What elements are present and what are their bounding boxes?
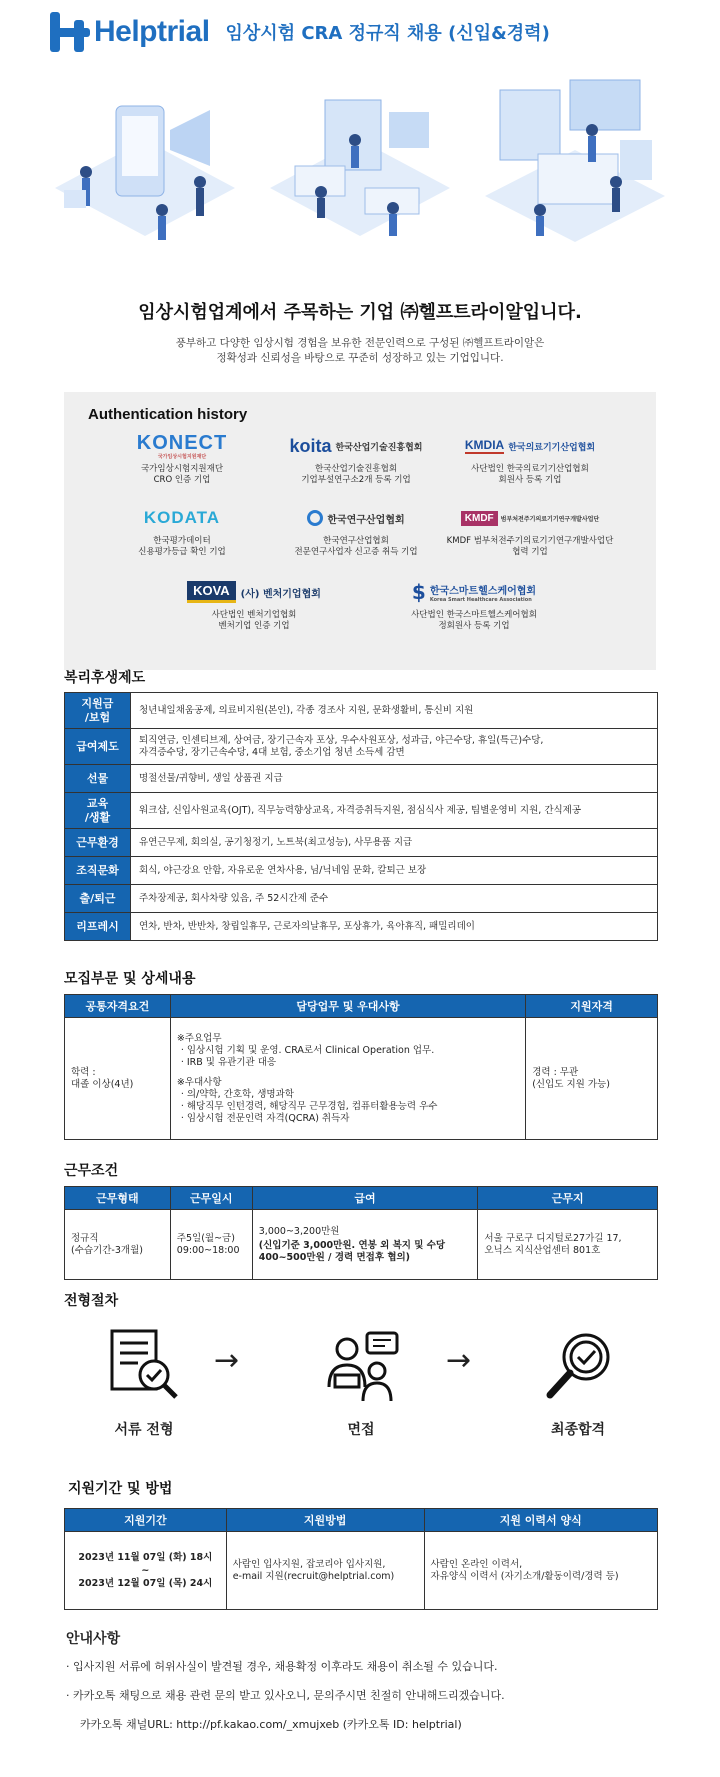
note-item: · 입사지원 서류에 허위사실이 발견될 경우, 채용확정 이후라도 채용이 취소될 수 있습니다. bbox=[66, 1660, 498, 1673]
recruit-title: 모집부문 및 상세내용 bbox=[64, 971, 196, 987]
recruit-header: 지원자격 bbox=[526, 995, 658, 1018]
recruit-duties: ※주요업무 · 임상시험 기획 및 운영. CRA로서 Clinical Operation 업무. · IRB 및 유관기관 대응 ※우대사항 · 의/약학, 간호학, 생명과학 · 해당직무 인턴경력, 해당직무 근무경험, 컴퓨터활용능력 우수 · 임상시험 전문인력 자격(QCRA) 취득자 bbox=[170, 1018, 525, 1140]
welfare-detail: 명절선물/귀향비, 생일 상품권 지급 bbox=[131, 765, 658, 793]
recruit-qualification: 경력 : 무관 (신입도 지원 가능) bbox=[526, 1018, 658, 1140]
duty-item: · 임상시험 기획 및 운영. CRA로서 Clinical Operation 업무. bbox=[180, 1044, 435, 1056]
welfare-title: 복리후생제도 bbox=[64, 670, 146, 686]
welfare-detail: 연차, 반차, 반반차, 창립일휴무, 근로자의날휴무, 포상휴가, 육아휴직, 패밀리데이 bbox=[131, 913, 658, 941]
welfare-detail: 퇴직연금, 인센티브제, 상여금, 장기근속자 포상, 우수사원포상, 성과급, 야근수당, 휴일(특근)수당, 자격증수당, 장기근속수당, 4대 보험, 중소기업 청년 소득세 감면 bbox=[131, 729, 658, 765]
kria-logo: 한국연구산업협회 bbox=[327, 514, 405, 526]
page-title: 임상시험 CRA 정규직 채용 (신입&경력) bbox=[225, 23, 550, 44]
welfare-category: 출/퇴근 bbox=[65, 885, 131, 913]
work-place: 서울 구로구 디지털로27가길 17, 오닉스 지식산업센터 801호 bbox=[478, 1210, 658, 1280]
pref-item: · 임상시험 전문인력 자격(QCRA) 취득자 bbox=[180, 1112, 350, 1124]
recruit-header: 담당업무 및 우대사항 bbox=[170, 995, 525, 1018]
kshca-logo: 한국스마트헬스케어협회 bbox=[429, 585, 537, 597]
kmdia-logo: KMDIA bbox=[464, 438, 505, 452]
marketing-team-illustration bbox=[50, 70, 240, 258]
process-title: 전형절차 bbox=[64, 1293, 119, 1309]
welfare-detail: 주차장제공, 회사차량 있음, 주 52시간제 준수 bbox=[131, 885, 658, 913]
auth-title: Authentication history bbox=[88, 406, 248, 423]
kakao-channel-link[interactable]: 카카오톡 채널URL: http://pf.kakao.com/_xmujxeb (카카오톡 ID: helptrial) bbox=[80, 1718, 462, 1731]
kshca-logo-icon: $ bbox=[411, 580, 426, 604]
apply-method: 사람인 입사지원, 잡코리아 입사지원, e-mail 지원(recruit@helptrial.com) bbox=[226, 1532, 424, 1610]
notes bbox=[66, 1628, 505, 1745]
welfare-row bbox=[65, 693, 658, 729]
kmdf-logo: KMDF bbox=[461, 511, 498, 526]
welfare-detail: 청년내일채움공제, 의료비지원(본인), 각종 경조사 지원, 문화생활비, 통신비 지원 bbox=[131, 693, 658, 729]
process-steps bbox=[64, 1313, 658, 1438]
kria-logo-icon bbox=[307, 510, 323, 526]
office-work-illustration bbox=[265, 70, 455, 258]
welfare-detail: 워크샵, 신입사원교육(OJT), 직무능력향상교육, 자격증취득지원, 점심식사 제공, 팀별운영비 지원, 간식제공 bbox=[131, 793, 658, 829]
konect-logo: KONECT bbox=[136, 432, 228, 454]
step-label: 최종합격 bbox=[550, 1422, 606, 1438]
conditions-title: 근무조건 bbox=[64, 1163, 119, 1179]
apply-table: 지원기간 지원방법 지원 이력서 양식 2023년 11월 07일 (화) 18시 ~ 2023년 12월 07일 (목) 24시 사람인 입사지원, 잡코리아 입사지원, e-mail 지원(recruit@helptrial.com) 사람인 온라인 이력서, 자유양식 이력서 (자기소개/활동이력/경력 등) bbox=[64, 1508, 658, 1610]
data-analysis-illustration bbox=[480, 70, 670, 258]
step-document bbox=[74, 1327, 214, 1439]
step-label: 서류 전형 bbox=[114, 1422, 174, 1438]
pref-item: · 해당직무 인턴경력, 해당직무 근무경험, 컴퓨터활용능력 우수 bbox=[180, 1100, 438, 1112]
cert-kmdia: KMDIA 한국의료기기산업협회 사단법인 한국의료기기산업협회 회원사 등록 기업 bbox=[464, 438, 596, 485]
helptrial-logo bbox=[50, 12, 210, 52]
welfare-category: 선물 bbox=[65, 765, 131, 793]
cert-kodata: KODATA 한국평가데이터 신용평가등급 확인 기업 bbox=[138, 508, 226, 557]
conditions-table: 근무형태 근무일시 급여 근무지 정규직 (수습기간-3개월) 주5일(월~금) 09:00~18:00 3,000~3,200만원 (신입기준 3,000만원. 연봉 외 복지 및 수당 400~500만원 / 경력 면접후 협의) 서울 구로구 디지털로27가길 17, 오닉스 지식산업센터 801호 bbox=[64, 1186, 658, 1280]
intro-text bbox=[0, 336, 720, 366]
cert-kova: KOVA (사) 벤처기업협회 사단법인 벤처기업협회 벤처기업 인증 기업 bbox=[164, 578, 344, 632]
welfare-category: 교육 /생활 bbox=[65, 793, 131, 829]
welfare-row bbox=[65, 793, 658, 829]
kodata-logo: KODATA bbox=[143, 508, 221, 527]
recruit-requirement: 학력 : 대졸 이상(4년) bbox=[65, 1018, 171, 1140]
apply-form: 사람인 온라인 이력서, 자유양식 이력서 (자기소개/활동이력/경력 등) bbox=[424, 1532, 658, 1610]
welfare-row bbox=[65, 765, 658, 793]
arrow-right-icon: → bbox=[446, 1343, 472, 1378]
welfare-row bbox=[65, 729, 658, 765]
step-label: 면접 bbox=[347, 1422, 375, 1438]
duty-item: · IRB 및 유관기관 대응 bbox=[180, 1056, 277, 1068]
arrow-right-icon: → bbox=[214, 1343, 240, 1378]
welfare-row bbox=[65, 913, 658, 941]
work-time: 주5일(월~금) 09:00~18:00 bbox=[170, 1210, 252, 1280]
logo-text: Helptrial bbox=[94, 15, 210, 48]
header bbox=[0, 0, 720, 64]
cert-koita: koita 한국산업기술진흥협회 한국산업기술진흥협회 기업부설연구소2개 등록 기업 bbox=[289, 435, 423, 485]
step-final bbox=[508, 1327, 648, 1439]
welfare-category: 급여제도 bbox=[65, 729, 131, 765]
cert-kria: 한국연구산업협회 한국연구산업협회 전문연구사업자 신고증 취득 기업 bbox=[266, 504, 446, 558]
hero-illustrations bbox=[0, 64, 720, 264]
intro-headline: 임상시험업계에서 주목하는 기업 ㈜헬프트라이알입니다. bbox=[138, 302, 582, 323]
helptrial-logo-mark-icon bbox=[50, 12, 92, 52]
authentication-panel bbox=[64, 392, 656, 670]
koita-logo: koita bbox=[289, 435, 332, 456]
welfare-category: 리프레시 bbox=[65, 913, 131, 941]
cert-kmdf: KMDF 범부처전주기의료기기연구개발사업단 KMDF 범부처전주기의료기기연구개발사업단 협력 기업 bbox=[446, 512, 614, 557]
welfare-row bbox=[65, 829, 658, 857]
note-item: · 카카오톡 채팅으로 채용 관련 문의 받고 있사오니, 문의주시면 친절히 안내해드리겠습니다. bbox=[66, 1689, 505, 1702]
cert-kshca: $ 한국스마트헬스케어협회 Korea Smart Healthcare Association 사단법인 한국스마트헬스케어협회 정회원사 등록 기업 bbox=[411, 580, 537, 631]
apply-title: 지원기간 및 방법 bbox=[68, 1481, 173, 1497]
intro-line-2: 정확성과 신뢰성을 바탕으로 꾸준히 성장하고 있는 기업입니다. bbox=[216, 352, 504, 364]
welfare-row bbox=[65, 885, 658, 913]
intro-line-1: 풍부하고 다양한 임상시험 경험을 보유한 전문인력으로 구성된 ㈜헬프트라이알은 bbox=[175, 337, 545, 349]
welfare-category: 지원금 /보험 bbox=[65, 693, 131, 729]
salary: 3,000~3,200만원 (신입기준 3,000만원. 연봉 외 복지 및 수당 400~500만원 / 경력 면접후 협의) bbox=[252, 1210, 478, 1280]
apply-period: 2023년 11월 07일 (화) 18시 ~ 2023년 12월 07일 (목) 24시 bbox=[65, 1532, 227, 1610]
notes-title: 안내사항 bbox=[66, 1631, 121, 1647]
intro bbox=[0, 298, 720, 366]
work-type: 정규직 (수습기간-3개월) bbox=[65, 1210, 171, 1280]
kova-logo: KOVA bbox=[187, 581, 236, 603]
welfare-row bbox=[65, 857, 658, 885]
interview-icon bbox=[319, 1327, 403, 1407]
cert-konect: KONECT 국가임상시험지원재단 국가임상시험지원재단 CRO 인증 기업 bbox=[136, 432, 228, 485]
recruit-table bbox=[64, 994, 658, 1140]
document-review-icon bbox=[102, 1327, 186, 1407]
final-pass-icon bbox=[536, 1327, 620, 1407]
welfare-table bbox=[64, 692, 658, 941]
pref-item: · 의/약학, 간호학, 생명과학 bbox=[180, 1088, 294, 1100]
welfare-detail: 회식, 야근강요 안함, 자유로운 연차사용, 님/닉네임 문화, 칼퇴근 보장 bbox=[131, 857, 658, 885]
welfare-category: 근무환경 bbox=[65, 829, 131, 857]
step-interview bbox=[291, 1327, 431, 1439]
welfare-category: 조직문화 bbox=[65, 857, 131, 885]
recruit-header: 공통자격요건 bbox=[65, 995, 171, 1018]
welfare-detail: 유연근무제, 회의실, 공기청정기, 노트북(최고성능), 사무용품 지급 bbox=[131, 829, 658, 857]
